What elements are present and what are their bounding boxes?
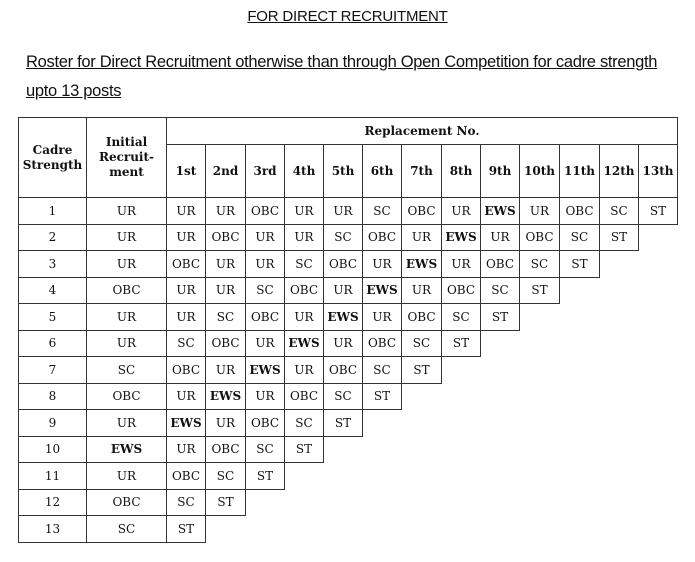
replacement-cell: UR (520, 198, 560, 225)
replacement-cell: OBC (206, 436, 246, 463)
empty-cell (442, 516, 481, 543)
replacement-cell: UR (363, 251, 402, 278)
empty-cell (600, 410, 639, 437)
replacement-cell: ST (520, 277, 560, 304)
replacement-cell: UR (246, 330, 285, 357)
empty-cell (600, 383, 639, 410)
initial-recruitment-cell: UR (87, 198, 167, 225)
replacement-cell: OBC (560, 198, 600, 225)
empty-cell (520, 357, 560, 384)
empty-cell (363, 463, 402, 490)
empty-cell (560, 489, 600, 516)
replacement-cell: OBC (206, 330, 246, 357)
replacement-cell: OBC (402, 304, 442, 331)
empty-cell (520, 489, 560, 516)
replacement-cell: UR (324, 198, 363, 225)
replacement-cell: EWS (442, 224, 481, 251)
replacement-cell: SC (442, 304, 481, 331)
header-replacement-group: Replacement No. (167, 118, 678, 145)
header-replacement-12: 12th (600, 145, 639, 198)
initial-recruitment-cell: UR (87, 304, 167, 331)
replacement-cell: SC (285, 251, 324, 278)
empty-cell (639, 224, 678, 251)
initial-recruitment-cell: SC (87, 516, 167, 543)
empty-cell (639, 436, 678, 463)
replacement-cell: EWS (285, 330, 324, 357)
table-row (19, 463, 678, 490)
replacement-cell: UR (442, 198, 481, 225)
table-row (19, 516, 678, 543)
empty-cell (600, 436, 639, 463)
empty-cell (520, 463, 560, 490)
initial-recruitment-cell: UR (87, 463, 167, 490)
empty-cell (481, 463, 520, 490)
cadre-strength-cell: 7 (19, 357, 87, 384)
initial-recruitment-cell: SC (87, 357, 167, 384)
empty-cell (442, 489, 481, 516)
replacement-cell: OBC (520, 224, 560, 251)
header-replacement-13: 13th (639, 145, 678, 198)
replacement-cell: EWS (206, 383, 246, 410)
empty-cell (600, 277, 639, 304)
cadre-strength-cell: 6 (19, 330, 87, 357)
replacement-cell: EWS (481, 198, 520, 225)
empty-cell (442, 436, 481, 463)
empty-cell (285, 489, 324, 516)
replacement-cell: OBC (206, 224, 246, 251)
header-replacement-10: 10th (520, 145, 560, 198)
empty-cell (520, 304, 560, 331)
replacement-cell: SC (402, 330, 442, 357)
cadre-strength-cell: 1 (19, 198, 87, 225)
empty-cell (402, 516, 442, 543)
empty-cell (639, 330, 678, 357)
initial-recruitment-cell: UR (87, 410, 167, 437)
empty-cell (639, 489, 678, 516)
empty-cell (206, 516, 246, 543)
initial-recruitment-cell: UR (87, 224, 167, 251)
replacement-cell: UR (442, 251, 481, 278)
empty-cell (560, 304, 600, 331)
empty-cell (560, 383, 600, 410)
replacement-cell: OBC (285, 383, 324, 410)
empty-cell (520, 383, 560, 410)
replacement-cell: UR (324, 277, 363, 304)
replacement-cell: ST (402, 357, 442, 384)
initial-recruitment-cell: UR (87, 330, 167, 357)
header-replacement-6: 6th (363, 145, 402, 198)
replacement-cell: OBC (246, 304, 285, 331)
empty-cell (520, 410, 560, 437)
document-subtitle: Roster for Direct Recruitment otherwise than through Open Competition for cadre strength upto 13 posts (26, 53, 658, 100)
replacement-cell: ST (363, 383, 402, 410)
replacement-cell: ST (324, 410, 363, 437)
replacement-cell: SC (285, 410, 324, 437)
cadre-strength-cell: 4 (19, 277, 87, 304)
replacement-cell: SC (600, 198, 639, 225)
table-row (19, 383, 678, 410)
header-replacement-7: 7th (402, 145, 442, 198)
header-replacement-3: 3rd (246, 145, 285, 198)
replacement-cell: SC (520, 251, 560, 278)
header-initial-recruitment: Initial Recruit- ment (87, 118, 167, 198)
replacement-cell: UR (167, 224, 206, 251)
replacement-cell: UR (206, 277, 246, 304)
empty-cell (639, 304, 678, 331)
empty-cell (363, 436, 402, 463)
empty-cell (402, 489, 442, 516)
table-row (19, 436, 678, 463)
replacement-cell: EWS (363, 277, 402, 304)
empty-cell (363, 489, 402, 516)
table-row (19, 251, 678, 278)
replacement-cell: SC (246, 436, 285, 463)
empty-cell (324, 436, 363, 463)
empty-cell (600, 489, 639, 516)
empty-cell (560, 330, 600, 357)
empty-cell (639, 251, 678, 278)
empty-cell (560, 277, 600, 304)
table-row (19, 224, 678, 251)
replacement-cell: OBC (246, 410, 285, 437)
empty-cell (285, 463, 324, 490)
replacement-cell: UR (167, 383, 206, 410)
replacement-cell: UR (363, 304, 402, 331)
empty-cell (442, 357, 481, 384)
empty-cell (560, 357, 600, 384)
empty-cell (442, 463, 481, 490)
header-replacement-4: 4th (285, 145, 324, 198)
empty-cell (639, 516, 678, 543)
roster-table (18, 117, 678, 543)
replacement-cell: UR (324, 330, 363, 357)
replacement-cell: ST (167, 516, 206, 543)
empty-cell (639, 463, 678, 490)
replacement-cell: UR (167, 304, 206, 331)
replacement-cell: SC (324, 383, 363, 410)
replacement-cell: UR (246, 383, 285, 410)
replacement-cell: OBC (324, 251, 363, 278)
empty-cell (442, 410, 481, 437)
header-replacement-5: 5th (324, 145, 363, 198)
empty-cell (560, 436, 600, 463)
empty-cell (520, 330, 560, 357)
replacement-cell: ST (639, 198, 678, 225)
replacement-cell: SC (206, 304, 246, 331)
replacement-cell: ST (600, 224, 639, 251)
empty-cell (402, 383, 442, 410)
empty-cell (639, 277, 678, 304)
table-row (19, 357, 678, 384)
replacement-cell: UR (206, 357, 246, 384)
empty-cell (639, 410, 678, 437)
replacement-cell: ST (481, 304, 520, 331)
empty-cell (363, 410, 402, 437)
replacement-cell: OBC (285, 277, 324, 304)
document-title: FOR DIRECT RECRUITMENT (247, 8, 448, 25)
replacement-cell: UR (206, 410, 246, 437)
replacement-cell: UR (402, 224, 442, 251)
empty-cell (481, 330, 520, 357)
empty-cell (520, 516, 560, 543)
initial-recruitment-cell: UR (87, 251, 167, 278)
cadre-strength-cell: 11 (19, 463, 87, 490)
empty-cell (560, 463, 600, 490)
initial-recruitment-cell: EWS (87, 436, 167, 463)
replacement-cell: EWS (167, 410, 206, 437)
empty-cell (481, 357, 520, 384)
empty-cell (402, 436, 442, 463)
replacement-cell: EWS (402, 251, 442, 278)
initial-recruitment-cell: OBC (87, 277, 167, 304)
cadre-strength-cell: 9 (19, 410, 87, 437)
empty-cell (363, 516, 402, 543)
replacement-cell: ST (442, 330, 481, 357)
empty-cell (481, 489, 520, 516)
roster-body (19, 198, 678, 543)
empty-cell (402, 410, 442, 437)
empty-cell (324, 463, 363, 490)
replacement-cell: OBC (363, 224, 402, 251)
replacement-cell: UR (285, 198, 324, 225)
replacement-cell: UR (167, 198, 206, 225)
empty-cell (481, 383, 520, 410)
empty-cell (560, 516, 600, 543)
replacement-cell: SC (560, 224, 600, 251)
replacement-cell: ST (206, 489, 246, 516)
replacement-cell: ST (560, 251, 600, 278)
replacement-cell: SC (363, 357, 402, 384)
header-replacement-1: 1st (167, 145, 206, 198)
replacement-cell: OBC (363, 330, 402, 357)
replacement-cell: UR (206, 198, 246, 225)
empty-cell (600, 357, 639, 384)
header-replacement-8: 8th (442, 145, 481, 198)
replacement-cell: OBC (481, 251, 520, 278)
table-row (19, 277, 678, 304)
replacement-cell: OBC (246, 198, 285, 225)
replacement-cell: UR (246, 224, 285, 251)
empty-cell (481, 436, 520, 463)
empty-cell (639, 357, 678, 384)
empty-cell (600, 330, 639, 357)
cadre-strength-cell: 13 (19, 516, 87, 543)
empty-cell (481, 410, 520, 437)
empty-cell (324, 516, 363, 543)
cadre-strength-cell: 3 (19, 251, 87, 278)
cadre-strength-cell: 2 (19, 224, 87, 251)
table-row (19, 304, 678, 331)
replacement-cell: UR (285, 304, 324, 331)
header-replacement-2: 2nd (206, 145, 246, 198)
empty-cell (481, 516, 520, 543)
empty-cell (442, 383, 481, 410)
initial-recruitment-cell: OBC (87, 489, 167, 516)
replacement-cell: UR (481, 224, 520, 251)
empty-cell (402, 463, 442, 490)
replacement-cell: SC (363, 198, 402, 225)
replacement-cell: ST (285, 436, 324, 463)
cadre-strength-cell: 8 (19, 383, 87, 410)
replacement-cell: SC (167, 489, 206, 516)
cadre-strength-cell: 10 (19, 436, 87, 463)
replacement-cell: SC (324, 224, 363, 251)
replacement-cell: OBC (167, 357, 206, 384)
replacement-cell: OBC (167, 251, 206, 278)
empty-cell (639, 383, 678, 410)
replacement-cell: UR (246, 251, 285, 278)
replacement-cell: SC (167, 330, 206, 357)
table-row (19, 489, 678, 516)
replacement-cell: SC (206, 463, 246, 490)
replacement-cell: OBC (402, 198, 442, 225)
empty-cell (246, 516, 285, 543)
cadre-strength-cell: 12 (19, 489, 87, 516)
replacement-cell: UR (167, 436, 206, 463)
replacement-cell: OBC (324, 357, 363, 384)
empty-cell (324, 489, 363, 516)
replacement-cell: UR (402, 277, 442, 304)
empty-cell (600, 463, 639, 490)
replacement-cell: UR (167, 277, 206, 304)
replacement-cell: UR (285, 224, 324, 251)
cadre-strength-cell: 5 (19, 304, 87, 331)
header-replacement-9: 9th (481, 145, 520, 198)
header-cadre-strength: Cadre Strength (19, 118, 87, 198)
empty-cell (560, 410, 600, 437)
empty-cell (600, 251, 639, 278)
empty-cell (600, 516, 639, 543)
replacement-cell: UR (285, 357, 324, 384)
replacement-cell: EWS (246, 357, 285, 384)
empty-cell (600, 304, 639, 331)
empty-cell (246, 489, 285, 516)
replacement-cell: SC (481, 277, 520, 304)
replacement-cell: OBC (442, 277, 481, 304)
replacement-cell: ST (246, 463, 285, 490)
table-row (19, 410, 678, 437)
table-row (19, 330, 678, 357)
empty-cell (520, 436, 560, 463)
replacement-cell: SC (246, 277, 285, 304)
header-replacement-11: 11th (560, 145, 600, 198)
replacement-cell: OBC (167, 463, 206, 490)
initial-recruitment-cell: OBC (87, 383, 167, 410)
table-row (19, 198, 678, 225)
replacement-cell: UR (206, 251, 246, 278)
replacement-cell: EWS (324, 304, 363, 331)
empty-cell (285, 516, 324, 543)
